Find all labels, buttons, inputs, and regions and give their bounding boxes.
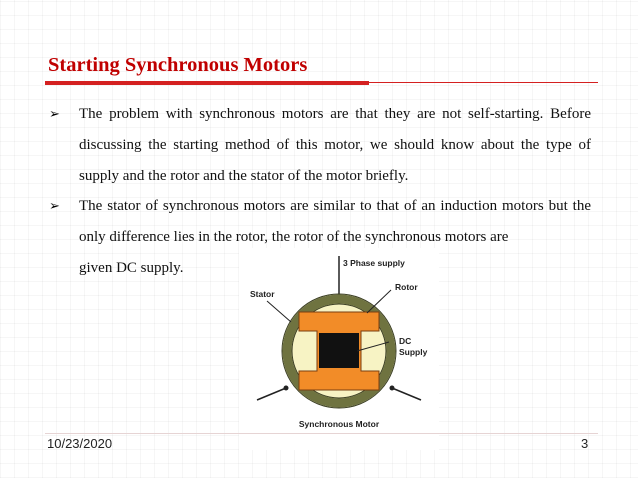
label-3-phase-supply: 3 Phase supply [343,258,405,268]
synchronous-motor-diagram [239,248,439,450]
slide-title: Starting Synchronous Motors [48,54,308,76]
bullet-1-text [79,99,591,192]
supply-wire-left [257,388,286,400]
motor-diagram-svg [239,248,439,450]
title-underline [45,82,598,83]
bullet-2-body: The stator of synchronous motors are similar to that of an induction motors but the only difference lies in the rotor, the rotor of the synchronous motors are [79,198,591,245]
label-supply: Supply [399,347,428,357]
page-number: 3 [581,436,589,451]
bullet-1-body: The problem with synchronous motors are that they are not self-starting. Before discussing the starting method of this motor, we should know about the type of supply and the rotor and the stator of the motor briefly. [79,106,591,184]
arrowhead-bullet-icon: ➢ [49,199,60,214]
arrowhead-bullet-icon: ➢ [49,107,60,122]
stator-leader [267,301,291,322]
bullet-2-last-line: given DC supply. [79,260,184,276]
label-dc: DC [399,336,412,346]
terminal-right [390,386,395,391]
supply-wire-right [392,388,421,400]
label-rotor: Rotor [395,282,418,292]
rotor-core [319,333,359,368]
diagram-caption: Synchronous Motor [298,419,380,429]
label-stator: Stator [250,289,275,299]
terminal-left [284,386,289,391]
rotor-leader [367,290,391,313]
footer-date: 10/23/2020 [47,436,113,451]
footer-divider [45,433,598,434]
